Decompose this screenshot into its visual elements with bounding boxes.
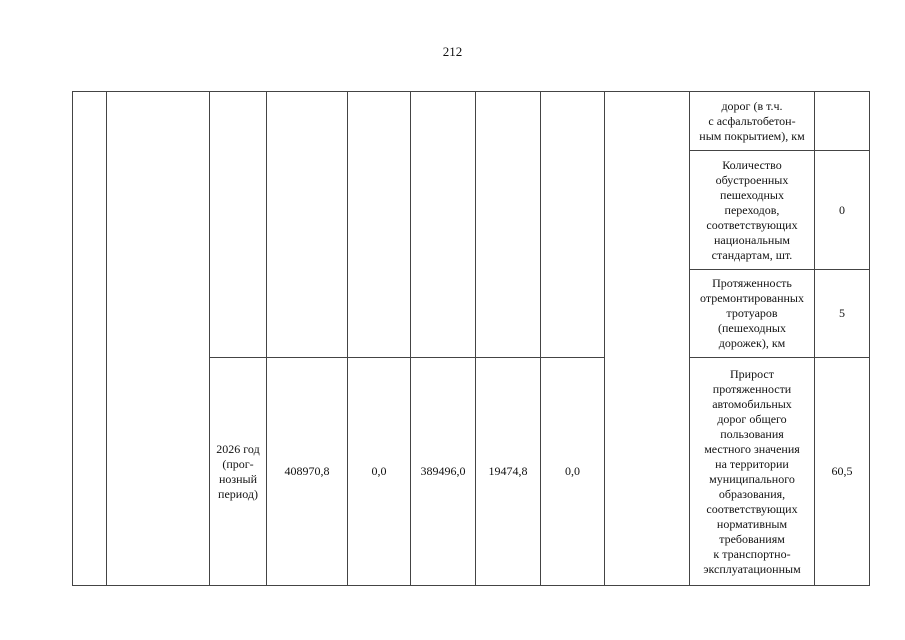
empty-cell [267,92,348,358]
indicator-cell: Прирост протяженности автомобильных дорог общего пользования местного значения на территории муниципального образования, соответствующих нормативным требованиям к транспортно- эксплуатационным [690,358,815,586]
empty-cell [348,92,411,358]
page-number: 212 [442,44,463,59]
empty-cell [107,92,210,586]
value-cell-d: 0,0 [541,358,605,586]
value-cell: 0 [815,151,870,270]
indicator-cell: Количество обустроенных пешеходных переходов, соответствующих национальным стандартам, шт. [690,151,815,270]
empty-cell [476,92,541,358]
total-cell: 408970,8 [267,358,348,586]
empty-cell [605,92,690,586]
value-cell [815,92,870,151]
value-cell-a: 0,0 [348,358,411,586]
empty-cell [411,92,476,358]
value-cell-b: 389496,0 [411,358,476,586]
value-cell-c: 19474,8 [476,358,541,586]
table-row [73,92,870,151]
budget-table [72,91,870,586]
value-cell: 5 [815,270,870,358]
empty-cell [541,92,605,358]
indicator-cell: дорог (в т.ч. с асфальтобетон- ным покрытием), км [690,92,815,151]
empty-cell [210,92,267,358]
empty-cell [73,92,107,586]
period-cell: 2026 год (прог- нозный период) [210,358,267,586]
indicator-cell: Протяженность отремонтированных тротуаров (пешеходных дорожек), км [690,270,815,358]
value-cell: 60,5 [815,358,870,586]
